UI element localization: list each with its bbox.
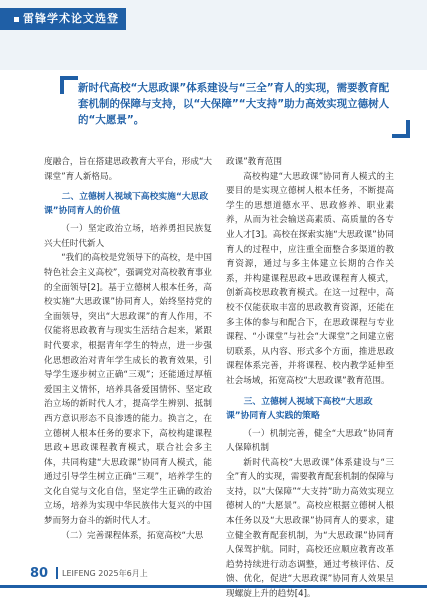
pull-quote-box — [60, 76, 400, 134]
section-heading: 二、立德树人视域下高校实施“大思政课”协同育人的价值 — [44, 192, 209, 217]
subsection-heading: （二）完善课程体系，拓宽高校“大思 — [61, 530, 204, 541]
paragraph: 高校构建“大思政课”协同育人模式的主要目的是实现立德树人根本任务，不断提高学生的思想道德水平、思政修养、职业素养，从而为社会输送高素质、高质量的各专业人才[3]。高校在探索实施“大思政课”协同育人的过程中，应注重全面整合多渠道的教育资源，通过与多主体建立长期的合作关系，并构建课程思政+思政课程育人模式，创新高校思政教育模式。在这一过程中，高校不仅能获取丰富的思政教育资源，还能在多主体的参与和配合下，在思政课程与专业课程、“小课堂”与社会“大课堂”之间建立密切联系，从内容、形式多个方面，推进思政课程体系完善，并将课程、校内教学延伸至社会场域，拓宽高校“大思政课”教育范围。 — [226, 171, 394, 386]
subsection-heading: （一）机制完善，健全“大思政”协同育人保障机制 — [226, 428, 394, 454]
footer-divider — [56, 567, 58, 579]
left-column — [44, 155, 212, 543]
paragraph: “我们的高校是党领导下的高校，是中国特色社会主义高校”，强调党对高校教育事业的全面领导[2]。基于立德树人根本任务，高校实施“大思政课”协同育人，始终坚持党的全面领导，突出“大思政课”的育人作用，不仅能将思政教育与现实生活结合起来，紧跟时代要求，根据青年学生的特点，进一步强化思想政治对青年学生成长的教育效果，引导学生逐步树立正确“三观”；还能通过厚植爱国主义情怀，培养具备爱国情怀、坚定政治立场的新时代人才，提高学生辨别、抵制西方意识形态不良渗透的能力。换言之，在立德树人根本任务的要求下，高校构建课程思政+思政课程教育模式，联合社会多主体，共同构建“大思政课”协同育人模式，能通过引导学生树立正确“三观”，培养学生的文化自觉与文化自信，坚定学生正确的政治立场，培养为实现中华民族伟大复兴的中国梦而努力奋斗的新时代人才。 — [44, 253, 212, 527]
journal-section-tag — [0, 8, 126, 30]
section-heading: 三、立德树人视域下高校“大思政课”协同育人实践的策略 — [226, 396, 373, 421]
journal-section-label: 雷锋学术论文选登 — [23, 12, 119, 25]
paragraph: 政课”教育范围 — [226, 157, 283, 167]
pull-quote-text: 新时代高校“大思政课”体系建设与“三全”育人的实现，需要教育配套机制的保障与支持，以“大保障”“大支持”助力高效实现立德树人的“大愿景”。 — [78, 82, 390, 126]
square-icon — [14, 17, 19, 22]
page-number: 80 — [30, 566, 49, 581]
paragraph: 度融合，旨在搭建思政教育大平台，形成“大课堂”育人新格局。 — [44, 157, 212, 182]
subsection-heading: （一）坚定政治立场，培养勇担民族复兴大任时代新人 — [44, 224, 212, 249]
footer-rule — [0, 585, 427, 588]
paragraph: 新时代高校“大思政课”体系建设与“三全”育人的实现，需要教育配套机制的保障与支持，以“大保障”“大支持”助力高效实现立德树人的“大愿景”。高校应根据立德树人根本任务以及“大思政课”协同育人的要求，建立健全教育配套机制，为“大思政课”协同育人保驾护航。同时，高校还应顺应教育改革趋势持续进行动态调整，通过考核评估、反馈、优化，促进“大思政课”协同育人效果呈现螺旋上升的趋势[4]。 — [226, 457, 394, 600]
bracket-top-left-icon — [60, 76, 78, 94]
footer-journal: LEIFENG 2025年6月上 — [62, 569, 148, 578]
right-column — [226, 155, 394, 602]
